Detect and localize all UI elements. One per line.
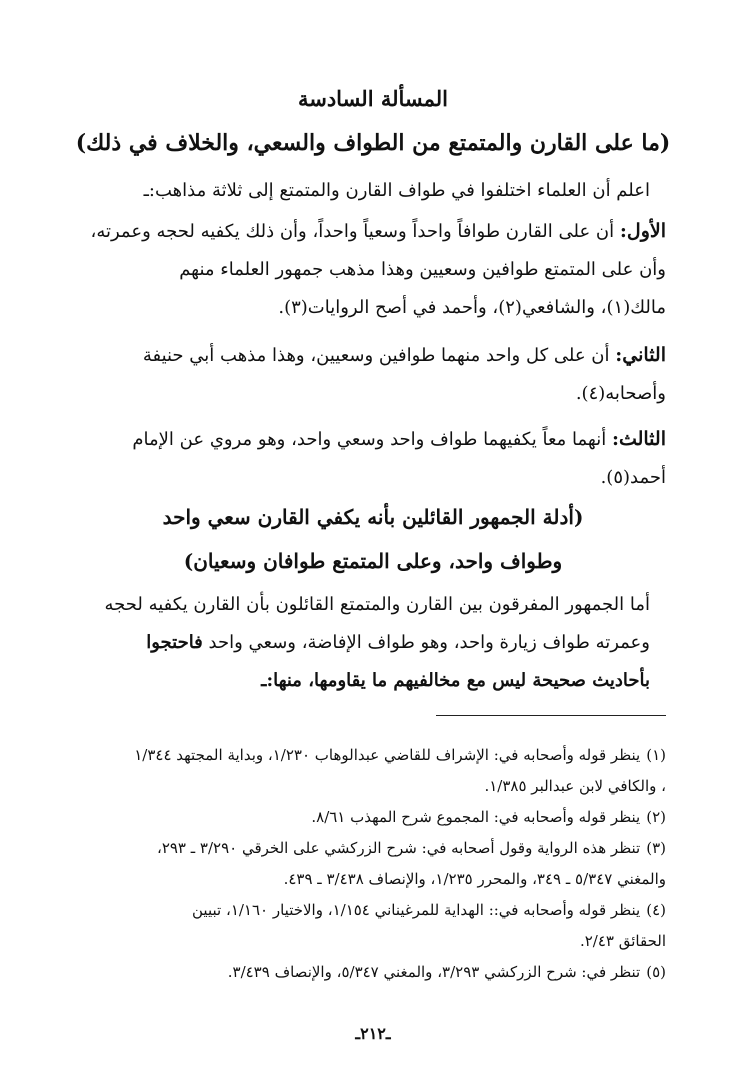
issue-title: المسألة السادسة bbox=[297, 86, 449, 111]
footnote bbox=[40, 895, 666, 957]
body-line: أما الجمهور المفرقون بين القارن والمتمتع القائلون بأن القارن يكفيه لحجه bbox=[104, 594, 650, 615]
issue-subtitle: (ما على القارن والمتمتع من الطواف والسعي، والخلاف في ذلك) bbox=[75, 130, 671, 156]
footnote-number: (٢) bbox=[646, 808, 666, 826]
intro-line: اعلم أن العلماء اختلفوا في طواف القارن والمتمتع إلى ثلاثة مذاهب:ـ bbox=[143, 180, 650, 201]
footnote-continuation: والمغني ٥/٣٤٧ ـ ٣٤٩، والمحرر ١/٢٣٥، والإنصاف ٣/٤٣٨ ـ ٤٣٩. bbox=[283, 870, 666, 888]
footnote-number: (١) bbox=[646, 746, 666, 764]
opinion-text: أن على كل واحد منهما طوافين وسعيين، وهذا مذهب أبي حنيفة bbox=[142, 345, 610, 366]
footnote-number: (٥) bbox=[646, 963, 666, 981]
footnote-text: تنظر هذه الرواية وقول أصحابه في: شرح الزركشي على الخرقي ٣/٢٩٠ ـ ٢٩٣، bbox=[156, 839, 641, 857]
opinion-line: وأصحابه(٤). bbox=[575, 383, 666, 404]
body-text: وعمرته طواف زيارة واحد، وهو طواف الإفاضة، وسعي واحد bbox=[202, 632, 650, 653]
footnote-continuation: الحقائق ٢/٤٣. bbox=[579, 932, 666, 950]
evidence-paragraph bbox=[40, 586, 650, 700]
body-emphasis-line: بأحاديث صحيحة ليس مع مخالفيهم ما يقاومها، منها:ـ bbox=[261, 670, 650, 691]
opinion-line: وأن على المتمتع طوافين وسعيين وهذا مذهب جمهور العلماء منهم bbox=[179, 259, 666, 280]
opinion-first bbox=[40, 212, 666, 327]
body-emphasis: فاحتجوا bbox=[146, 632, 203, 653]
intro-paragraph bbox=[40, 172, 650, 210]
body-line bbox=[40, 624, 650, 662]
opinion-text: أن على القارن طوافاً واحداً وسعياً واحداً، وأن ذلك يكفيه لحجه وعمرته، bbox=[90, 221, 615, 242]
footnote-line bbox=[40, 802, 666, 833]
opinion-line: مالك(١)، والشافعي(٢)، وأحمد في أصح الروايات(٣). bbox=[278, 297, 666, 318]
footnote-text: ينظر قوله وأصحابه في: الإشراف للقاضي عبدالوهاب ١/٢٣٠، وبداية المجتهد ١/٣٤٤ bbox=[134, 746, 641, 764]
evidence-title-line1: (أدلة الجمهور القائلين بأنه يكفي القارن سعي واحد bbox=[162, 505, 584, 529]
footnote-line bbox=[40, 957, 666, 988]
footnote bbox=[40, 957, 666, 988]
footnote-text: ينظر قوله وأصحابه في: المجموع شرح المهذب ٨/٦١. bbox=[311, 808, 641, 826]
opinion-line bbox=[40, 420, 666, 459]
opinion-line bbox=[40, 336, 666, 375]
footnote-number: (٤) bbox=[646, 901, 666, 919]
opinion-label: الأول: bbox=[619, 220, 666, 242]
footnote-separator bbox=[436, 715, 666, 716]
footnote bbox=[40, 802, 666, 833]
footnotes bbox=[40, 740, 666, 988]
opinion-line bbox=[40, 212, 666, 251]
footnote-number: (٣) bbox=[646, 839, 666, 857]
opinion-text: أنهما معاً يكفيهما طواف واحد وسعي واحد، وهو مروي عن الإمام bbox=[132, 429, 607, 450]
page-number: ـ٢١٢ـ bbox=[355, 1024, 391, 1043]
opinion-line: أحمد(٥). bbox=[600, 467, 666, 488]
footnote-line bbox=[40, 740, 666, 771]
footnote bbox=[40, 833, 666, 895]
footnote-line bbox=[40, 833, 666, 864]
footnote bbox=[40, 740, 666, 802]
footnote-continuation: ، والكافي لابن عبدالبر ١/٣٨٥. bbox=[484, 777, 666, 795]
footnote-text: ينظر قوله وأصحابه في:: الهداية للمرغيناني ١/١٥٤، والاختيار ١/١٦٠، تبيين bbox=[192, 901, 641, 919]
opinion-second bbox=[40, 336, 666, 413]
footnote-text: تنظر في: شرح الزركشي ٣/٢٩٣، والمغني ٥/٣٤٧، والإنصاف ٣/٤٣٩. bbox=[227, 963, 641, 981]
opinion-label: الثالث: bbox=[611, 428, 666, 450]
evidence-title-line2: وطواف واحد، وعلى المتمتع طوافان وسعيان) bbox=[183, 549, 563, 573]
opinion-third bbox=[40, 420, 666, 497]
footnote-line bbox=[40, 895, 666, 926]
opinion-label: الثاني: bbox=[615, 344, 666, 366]
